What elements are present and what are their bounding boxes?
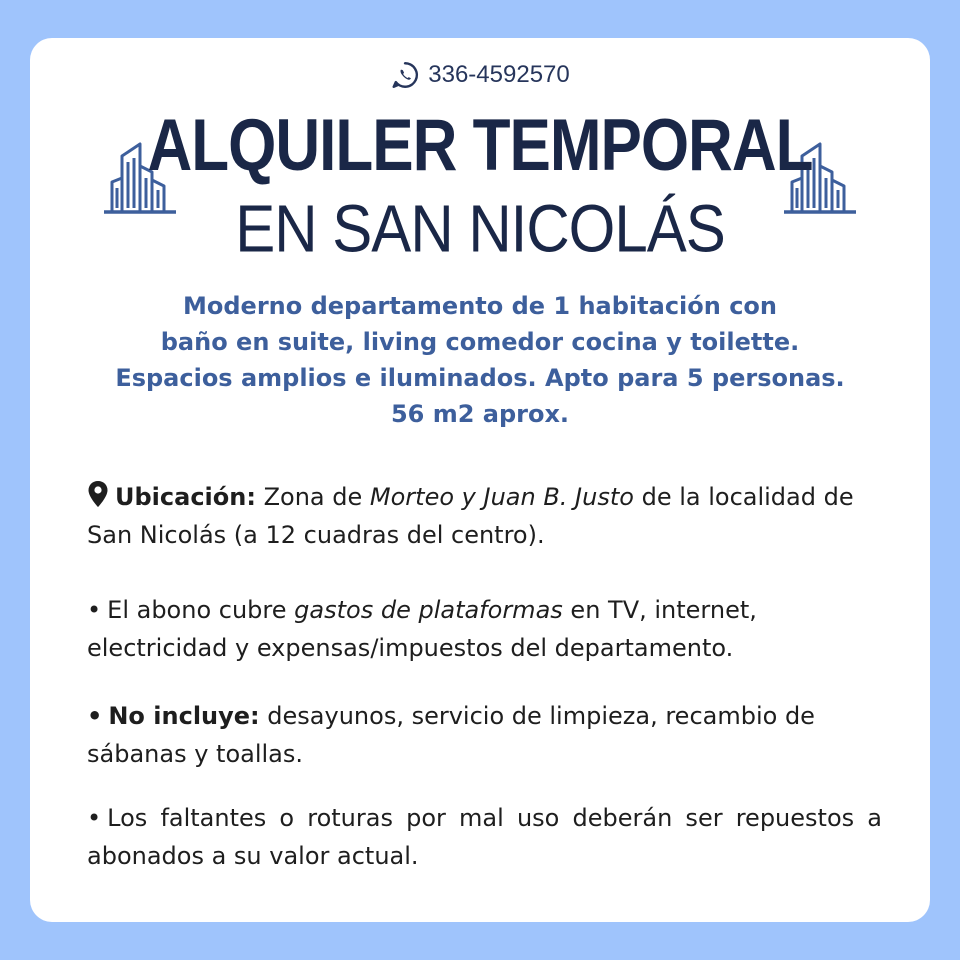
description <box>70 288 890 432</box>
description-line: Espacios amplios e iluminados. Apto para 5 personas. <box>115 364 845 392</box>
bullet-item-abono <box>87 591 882 667</box>
bullet-text: El abono cubre <box>107 596 287 624</box>
bullet-icon: • <box>87 804 102 832</box>
bullet-icon: • <box>87 596 102 624</box>
description-line: 56 m2 aprox. <box>390 400 570 428</box>
location-text: Zona de <box>263 483 363 511</box>
description-line: Moderno departamento de 1 habitación con <box>182 292 778 320</box>
phone-contact[interactable] <box>30 60 930 90</box>
bullet-text: Los faltantes o roturas por mal uso deberán ser repuestos a abonados a su valor actual. <box>87 804 882 870</box>
whatsapp-icon <box>390 60 420 90</box>
title-line-1: ALQUILER TEMPORAL <box>147 105 813 187</box>
flyer-card <box>30 38 930 922</box>
location-info <box>87 478 882 554</box>
bullet-icon: • <box>87 702 103 730</box>
location-streets: Morteo y Juan B. Justo <box>369 483 634 511</box>
bullet-text-italic: gastos de plataformas <box>294 596 563 624</box>
bullet-item-faltantes <box>87 799 882 875</box>
location-text: de la localidad de San Nicolás (a 12 cuadras del centro). <box>87 483 854 549</box>
bullet-item-no-incluye <box>87 697 882 773</box>
bullet-text: desayunos, servicio de limpieza, recambio de sábanas y toallas. <box>87 702 815 768</box>
bullet-text: en TV, internet, electricidad y expensas/impuestos del departamento. <box>87 596 757 662</box>
phone-number: 336-4592570 <box>428 61 570 88</box>
location-label: Ubicación: <box>115 483 256 511</box>
location-pin-icon <box>87 480 109 508</box>
title-line-2: EN SAN NICOLÁS <box>235 191 725 267</box>
bullet-label: No incluye: <box>108 702 260 730</box>
description-line: baño en suite, living comedor cocina y toilette. <box>160 328 800 356</box>
